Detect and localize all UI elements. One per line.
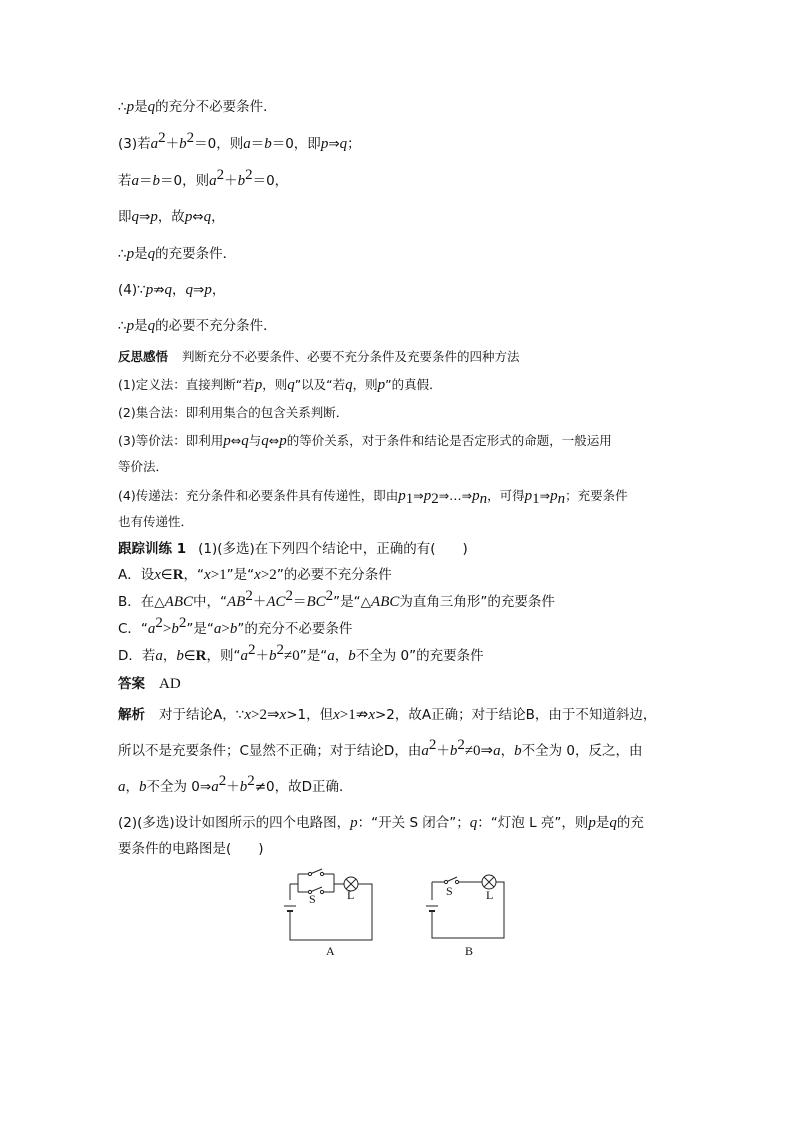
circuit-b-switch-label: S [446, 884, 453, 898]
proof-line-3a: (3)若$a^2+b^2=0$，则a＝b＝0，即p⇒q； [118, 130, 361, 152]
reflection-method-3: (3)等价法：即利用p⇔q与q⇔p的等价关系，对于条件和结论是否定形式的命题，一般运用 [118, 433, 612, 449]
circuit-diagram-a [282, 866, 382, 946]
proof-line-conclusion-3: ∴p是q的充要条件． [118, 246, 237, 262]
option-d: D．若a，b∈R，则“$a^2+b^2\ne 0$”是“a，b不全为 0”的充要条件 [118, 642, 484, 664]
reflection-method-1: (1)定义法：直接判断“若p，则q”以及“若q，则p”的真假． [118, 377, 442, 393]
question-2-line-2: 要条件的电路图是( ) [118, 841, 264, 857]
proof-line-conclusion-4: ∴p是q的必要不充分条件． [118, 318, 277, 334]
answer-line [118, 675, 181, 693]
analysis-line-2: 所以不是充要条件；C显然不正确；对于结论D，由$a^2+b^2\ne 0\Rightarrow a$，b不全为 0，反之，由 [118, 737, 643, 759]
answer-value: AD [159, 676, 181, 692]
option-a: A．设x∈R，“x>1”是“x>2”的必要不充分条件 [118, 567, 392, 583]
question-2-line-1: (2)(多选)设计如图所示的四个电路图，p：“开关 S 闭合”；q：“灯泡 L 亮”，则p是q的充 [118, 815, 644, 831]
analysis-label: 解析 [118, 707, 145, 723]
option-c: C．“$a^2>b^2$”是“a>b”的充分不必要条件 [118, 615, 353, 637]
proof-line-3b: 若a＝b＝0，则$a^2+b^2=0$， [118, 167, 289, 189]
reflection-heading: 反思感悟 判断充分不必要条件、必要不充分条件及充要条件的四种方法 [118, 349, 520, 364]
circuit-a-caption: A [326, 944, 335, 958]
analysis-line-1: 解析 对于结论A，∵x>2⇒x>1，但x>1⇏x>2，故A正确；对于结论B，由于不知道斜边， [118, 707, 657, 723]
option-b: B．在△ABC中，“$AB^2+AC^2=BC^2$”是“△ABC为直角三角形”的充要条件 [118, 588, 555, 610]
reflection-method-4-cont: 也有传递性． [118, 514, 194, 529]
circuit-diagram-b [424, 866, 524, 946]
reflection-method-3-cont: 等价法． [118, 459, 169, 474]
circuit-b-lamp-label: L [486, 888, 494, 902]
circuit-a-lamp-label: L [347, 888, 355, 902]
reflection-method-2: (2)集合法：即利用集合的包含关系判断． [118, 405, 349, 420]
proof-line-conclusion-2: ∴p是q的充分不必要条件． [118, 99, 277, 115]
analysis-line-3: a，b不全为 $0\Rightarrow a^2+b^2\ne 0$，故D正确． [118, 773, 353, 795]
reflection-title: 反思感悟 [118, 349, 169, 364]
training-title: 跟踪训练 1 [118, 541, 187, 557]
reflection-method-4: (4)传递法：充分条件和必要条件具有传递性，即由$p_1\Rightarrow p_2\Rightarrow\dots\Rightarrow p_n$，可得$p_1\Rightarrow p_n$；充要条件 [118, 488, 628, 507]
circuit-b-caption: B [465, 944, 474, 958]
circuit-a-switch-label: S [309, 892, 316, 906]
proof-line-3c: 即q⇒p，故p⇔q， [118, 209, 225, 225]
training-question-1: 跟踪训练 1 (1)(多选)在下列四个结论中，正确的有( ) [118, 541, 468, 557]
answer-label: 答案 [118, 676, 145, 692]
proof-line-4: (4)∵p⇏q，q⇒p， [118, 282, 226, 298]
